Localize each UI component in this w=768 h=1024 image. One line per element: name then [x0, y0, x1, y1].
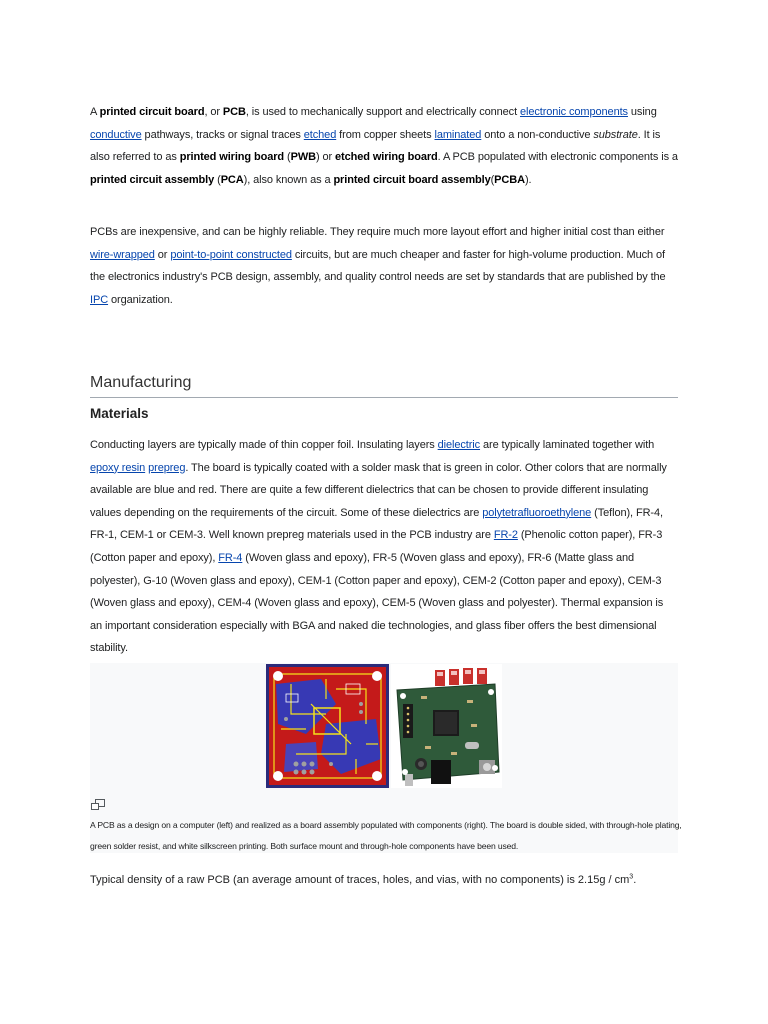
pcb-design-illustration — [266, 664, 389, 788]
text-span: (Woven glass and epoxy), FR-5 (Woven glass and epoxy), FR-6 (Matte glass and polyester), G-10 (Woven glass and epoxy), CEM-1 (Cotton paper and epoxy), CEM-2 (Cotton paper and epoxy), CEM-3 (Woven glass and epoxy), CEM-4 (Woven glass and epoxy), CEM-5 (Woven glass and polyester). Thermal expansion is an important consideration especially with BGA and naked die technologies, and glass fiber offers the best dimensional stability. — [90, 551, 664, 655]
link-wire-wrapped[interactable]: wire-wrapped — [90, 248, 155, 261]
link-polytetrafluoroethylene[interactable]: polytetrafluoroethylene — [482, 506, 592, 519]
link-dielectric[interactable]: dielectric — [437, 439, 481, 451]
materials-paragraph — [90, 434, 678, 660]
text-span: circuits, but are much cheaper and faster for high-volume production. Much of the electronics industry's PCB design, assembly, and quality control needs are set by standards that are published by the — [90, 248, 666, 284]
text-span: are typically laminated together with — [480, 439, 655, 451]
subsection-heading-materials: Materials — [90, 406, 149, 421]
text-span: . It is also referred to as — [90, 128, 661, 164]
term-substrate: substrate — [593, 128, 638, 141]
link-epoxy-resin[interactable]: epoxy resin — [90, 461, 146, 474]
superscript-3: 3 — [629, 873, 634, 881]
figure-pcb — [90, 663, 682, 853]
link-fr-4[interactable]: FR-4 — [218, 551, 243, 564]
term-printed-circuit-assembly: printed circuit assembly — [90, 173, 215, 186]
intro-paragraph-1 — [90, 101, 678, 191]
materials-paragraph-wrap — [90, 434, 678, 660]
text-span: . A PCB populated with electronic components is a — [437, 151, 678, 164]
text-span: . — [633, 874, 637, 886]
density-paragraph — [90, 869, 690, 891]
text-span: ). — [524, 173, 532, 186]
term-printed-wiring-board: printed wiring board — [179, 151, 285, 164]
text-span: from copper sheets — [336, 128, 435, 141]
link-point-to-point-constructed[interactable]: point-to-point constructed — [170, 248, 292, 261]
text-span: ( — [214, 173, 221, 186]
text-span: organization. — [108, 293, 173, 306]
link-prepreg[interactable]: prepreg — [148, 461, 186, 474]
intro-paragraph-1-wrap — [90, 101, 678, 191]
term-printed-circuit-board-assembly: printed circuit board assembly — [333, 173, 491, 186]
text-span: Conducting layers are typically made of thin copper foil. Insulating layers — [90, 439, 438, 451]
figure-caption: A PCB as a design on a computer (left) and realized as a board assembly populated with components (right). The board is double sided, with through-hole plating, green solder resist, and white silkscreen printing. Both surface mount and through-hole components have been used. — [90, 820, 682, 851]
text-span: or — [154, 248, 171, 261]
text-span: ( — [284, 151, 291, 164]
term-pca: PCA — [220, 173, 244, 186]
expand-icon[interactable] — [90, 798, 106, 812]
text-span: . The board is typically coated with a solder mask that is green in color. Other colors that are normally available are blue and red. There are quite a few different dielectrics that can be chosen to provide different insulating values depending on the requirements of the circuit. Some of these dielectrics are — [90, 461, 667, 519]
text-span: A — [90, 106, 100, 118]
text-span: (Phenolic cotton paper), FR-3 (Cotton paper and epoxy), — [90, 529, 663, 564]
term-etched-wiring-board: etched wiring board — [335, 151, 438, 164]
text-span: Typical density of a raw PCB (an average amount of traces, holes, and vias, with no components) is 2.15g / cm — [90, 874, 630, 886]
link-ipc[interactable]: IPC — [90, 293, 109, 306]
term-printed-circuit-board: printed circuit board — [99, 106, 205, 118]
term-pcba: PCBA — [494, 173, 525, 186]
text-span: onto a non-conductive — [481, 128, 594, 141]
text-span: , or — [204, 106, 223, 118]
text-span: pathways, tracks or signal traces — [141, 128, 304, 141]
text-span: ), also known as a — [243, 173, 334, 186]
pcb-assembly-illustration — [391, 664, 502, 788]
text-span: ) or — [315, 151, 336, 164]
link-laminated[interactable]: laminated — [434, 128, 482, 141]
intro-paragraph-2 — [90, 221, 678, 311]
section-heading-manufacturing: Manufacturing — [90, 374, 678, 398]
link-fr-2[interactable]: FR-2 — [493, 529, 518, 542]
term-pwb: PWB — [290, 151, 316, 164]
text-span: ( — [490, 173, 495, 186]
pcb-assembly-image[interactable] — [391, 664, 502, 788]
link-electronic-components[interactable]: electronic components — [519, 106, 628, 118]
link-etched[interactable]: etched — [303, 128, 337, 141]
pcb-design-image[interactable] — [266, 664, 389, 788]
text-span: (Teflon), FR-4, FR-1, CEM-1 or CEM-3. Well known prepreg materials used in the PCB industry are — [90, 506, 663, 542]
link-conductive[interactable]: conductive — [90, 128, 142, 141]
text-span: , is used to mechanically support and electrically connect — [245, 106, 520, 118]
text-span: PCBs are inexpensive, and can be highly reliable. They require much more layout effort and higher initial cost than either — [90, 226, 665, 238]
term-pcb: PCB — [222, 106, 246, 118]
intro-paragraph-2-wrap — [90, 221, 678, 311]
text-span: using — [627, 106, 657, 118]
